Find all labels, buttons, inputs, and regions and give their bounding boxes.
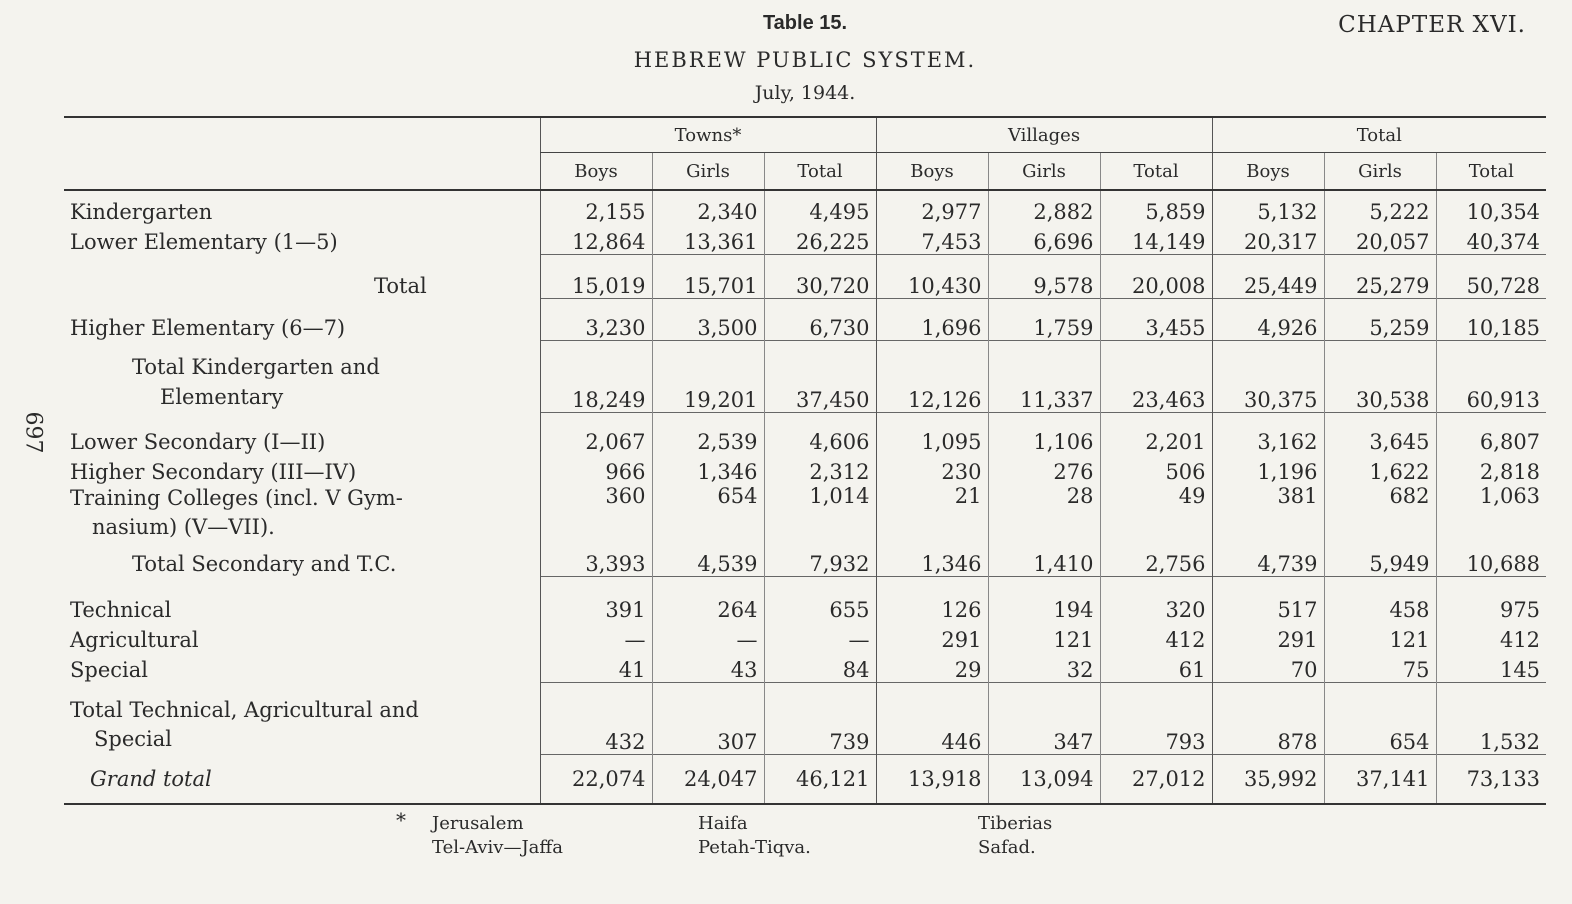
cell: 412 [1436, 622, 1546, 652]
cell: 9,578 [988, 254, 1100, 298]
cell: 23,463 [1100, 340, 1212, 412]
cell: 6,807 [1436, 412, 1546, 454]
header-girls: Girls [988, 153, 1100, 191]
table-row [64, 340, 1546, 412]
header-villages: Villages [876, 117, 1212, 153]
footnote-town: Petah-Tiqva. [698, 837, 811, 858]
footnote-column [698, 812, 811, 860]
cell: — [540, 622, 652, 652]
cell: 682 [1324, 484, 1436, 542]
row-label [64, 682, 540, 754]
cell: 1,532 [1436, 682, 1546, 754]
cell: 3,162 [1212, 412, 1324, 454]
cell: 2,818 [1436, 454, 1546, 484]
cell: 655 [764, 576, 876, 622]
cell: 2,201 [1100, 412, 1212, 454]
cell: 2,539 [652, 412, 764, 454]
cell: 446 [876, 682, 988, 754]
cell: 18,249 [540, 340, 652, 412]
cell: 1,346 [876, 542, 988, 576]
cell: 61 [1100, 652, 1212, 682]
cell: 1,622 [1324, 454, 1436, 484]
cell: 35,992 [1212, 754, 1324, 804]
cell: 24,047 [652, 754, 764, 804]
row-label [64, 340, 540, 412]
row-label: Higher Elementary (6—7) [70, 316, 346, 340]
cell: 320 [1100, 576, 1212, 622]
row-label: Grand total [64, 754, 540, 804]
chapter-heading: CHAPTER XVI. [1338, 12, 1526, 38]
row-label: Higher Secondary (III—IV) [70, 460, 357, 484]
row-label-line: Training Colleges (incl. V Gym- [70, 486, 403, 510]
table-row [64, 576, 1546, 622]
table-row [64, 622, 1546, 652]
table-row [64, 224, 1546, 254]
cell: 25,279 [1324, 254, 1436, 298]
cell: 13,094 [988, 754, 1100, 804]
cell: 1,095 [876, 412, 988, 454]
cell: 7,932 [764, 542, 876, 576]
cell: 4,495 [764, 190, 876, 224]
cell: 5,222 [1324, 190, 1436, 224]
cell: — [764, 622, 876, 652]
cell: 517 [1212, 576, 1324, 622]
cell: 1,759 [988, 298, 1100, 340]
cell: 458 [1324, 576, 1436, 622]
cell: 2,340 [652, 190, 764, 224]
cell: 3,645 [1324, 412, 1436, 454]
cell: 966 [540, 454, 652, 484]
header-towns: Towns* [540, 117, 876, 153]
cell: 145 [1436, 652, 1546, 682]
cell: 276 [988, 454, 1100, 484]
header-blank [64, 153, 540, 191]
header-blank [64, 117, 540, 153]
cell: 2,977 [876, 190, 988, 224]
cell: 20,057 [1324, 224, 1436, 254]
cell: 2,882 [988, 190, 1100, 224]
header-total: Total [1100, 153, 1212, 191]
cell: 50,728 [1436, 254, 1546, 298]
cell: 291 [1212, 622, 1324, 652]
row-label [64, 484, 540, 542]
cell: 6,696 [988, 224, 1100, 254]
cell: 1,106 [988, 412, 1100, 454]
cell: 10,688 [1436, 542, 1546, 576]
cell: 3,393 [540, 542, 652, 576]
table-row [64, 542, 1546, 576]
table-row [64, 254, 1546, 298]
row-label-line: Special [94, 727, 172, 751]
cell: 49 [1100, 484, 1212, 542]
cell: — [652, 622, 764, 652]
cell: 26,225 [764, 224, 876, 254]
cell: 2,155 [540, 190, 652, 224]
cell: 30,720 [764, 254, 876, 298]
cell: 27,012 [1100, 754, 1212, 804]
cell: 46,121 [764, 754, 876, 804]
header-boys: Boys [1212, 153, 1324, 191]
cell: 5,132 [1212, 190, 1324, 224]
statistics-table [64, 116, 1546, 805]
cell: 41 [540, 652, 652, 682]
cell: 4,539 [652, 542, 764, 576]
header-total: Total [1436, 153, 1546, 191]
row-label-line: Total Kindergarten and [132, 355, 380, 379]
header-boys: Boys [540, 153, 652, 191]
footnote-town: Tiberias [978, 813, 1053, 834]
cell: 14,149 [1100, 224, 1212, 254]
cell: 264 [652, 576, 764, 622]
cell: 654 [652, 484, 764, 542]
cell: 126 [876, 576, 988, 622]
header-total: Total [764, 153, 876, 191]
table-date: July, 1944. [754, 82, 856, 104]
row-label: Total [374, 274, 427, 298]
cell: 2,067 [540, 412, 652, 454]
cell: 22,074 [540, 754, 652, 804]
page-number: 697 [20, 411, 46, 454]
table-row [64, 190, 1546, 224]
cell: 28 [988, 484, 1100, 542]
cell: 3,230 [540, 298, 652, 340]
cell: 11,337 [988, 340, 1100, 412]
cell: 2,312 [764, 454, 876, 484]
row-label: Agricultural [70, 628, 199, 652]
row-label-line: nasium) (V—VII). [92, 515, 275, 539]
cell: 43 [652, 652, 764, 682]
row-label: Lower Elementary (1—5) [70, 230, 338, 254]
table-row [64, 652, 1546, 682]
row-label: Lower Secondary (I—II) [70, 430, 326, 454]
cell: 13,361 [652, 224, 764, 254]
table-row [64, 682, 1546, 754]
cell: 32 [988, 652, 1100, 682]
cell: 1,410 [988, 542, 1100, 576]
header-girls: Girls [652, 153, 764, 191]
cell: 4,926 [1212, 298, 1324, 340]
cell: 4,606 [764, 412, 876, 454]
cell: 360 [540, 484, 652, 542]
footnote-town: Haifa [698, 813, 748, 834]
cell: 878 [1212, 682, 1324, 754]
cell: 121 [1324, 622, 1436, 652]
cell: 654 [1324, 682, 1436, 754]
cell: 1,346 [652, 454, 764, 484]
row-label: Technical [70, 598, 172, 622]
cell: 20,317 [1212, 224, 1324, 254]
footnote-town: Tel-Aviv—Jaffa [432, 837, 563, 858]
cell: 30,538 [1324, 340, 1436, 412]
cell: 40,374 [1436, 224, 1546, 254]
cell: 230 [876, 454, 988, 484]
cell: 5,949 [1324, 542, 1436, 576]
cell: 20,008 [1100, 254, 1212, 298]
table-row [64, 484, 1546, 542]
cell: 432 [540, 682, 652, 754]
cell: 10,354 [1436, 190, 1546, 224]
cell: 2,756 [1100, 542, 1212, 576]
table-row [64, 298, 1546, 340]
cell: 60,913 [1436, 340, 1546, 412]
cell: 412 [1100, 622, 1212, 652]
cell: 13,918 [876, 754, 988, 804]
footnote-column [978, 812, 1052, 860]
cell: 10,430 [876, 254, 988, 298]
table-number: Table 15. [762, 12, 848, 34]
row-label: Special [70, 658, 148, 682]
cell: 506 [1100, 454, 1212, 484]
cell: 70 [1212, 652, 1324, 682]
row-label: Total Secondary and T.C. [132, 552, 397, 576]
footnote-column [432, 812, 563, 860]
cell: 391 [540, 576, 652, 622]
cell: 73,133 [1436, 754, 1546, 804]
table-row [64, 454, 1546, 484]
table-row [64, 412, 1546, 454]
cell: 37,141 [1324, 754, 1436, 804]
cell: 975 [1436, 576, 1546, 622]
cell: 291 [876, 622, 988, 652]
cell: 5,259 [1324, 298, 1436, 340]
cell: 15,019 [540, 254, 652, 298]
cell: 29 [876, 652, 988, 682]
cell: 12,126 [876, 340, 988, 412]
cell: 1,014 [764, 484, 876, 542]
cell: 5,859 [1100, 190, 1212, 224]
cell: 75 [1324, 652, 1436, 682]
cell: 15,701 [652, 254, 764, 298]
cell: 194 [988, 576, 1100, 622]
cell: 1,696 [876, 298, 988, 340]
cell: 3,455 [1100, 298, 1212, 340]
row-label-line: Elementary [160, 385, 284, 409]
table-row [64, 754, 1546, 804]
cell: 30,375 [1212, 340, 1324, 412]
row-label-line: Total Technical, Agricultural and [70, 698, 419, 722]
footnote-marker: * [396, 808, 406, 832]
header-boys: Boys [876, 153, 988, 191]
cell: 381 [1212, 484, 1324, 542]
cell: 84 [764, 652, 876, 682]
cell: 1,063 [1436, 484, 1546, 542]
cell: 793 [1100, 682, 1212, 754]
table-title: HEBREW PUBLIC SYSTEM. [633, 48, 977, 72]
cell: 4,739 [1212, 542, 1324, 576]
cell: 12,864 [540, 224, 652, 254]
footnote-town: Jerusalem [432, 813, 524, 834]
cell: 25,449 [1212, 254, 1324, 298]
cell: 21 [876, 484, 988, 542]
footnote-town: Safad. [978, 837, 1036, 858]
cell: 37,450 [764, 340, 876, 412]
header-total: Total [1212, 117, 1546, 153]
cell: 121 [988, 622, 1100, 652]
header-girls: Girls [1324, 153, 1436, 191]
cell: 19,201 [652, 340, 764, 412]
cell: 7,453 [876, 224, 988, 254]
cell: 307 [652, 682, 764, 754]
cell: 3,500 [652, 298, 764, 340]
cell: 10,185 [1436, 298, 1546, 340]
cell: 739 [764, 682, 876, 754]
row-label: Kindergarten [70, 200, 213, 224]
cell: 6,730 [764, 298, 876, 340]
cell: 347 [988, 682, 1100, 754]
cell: 1,196 [1212, 454, 1324, 484]
